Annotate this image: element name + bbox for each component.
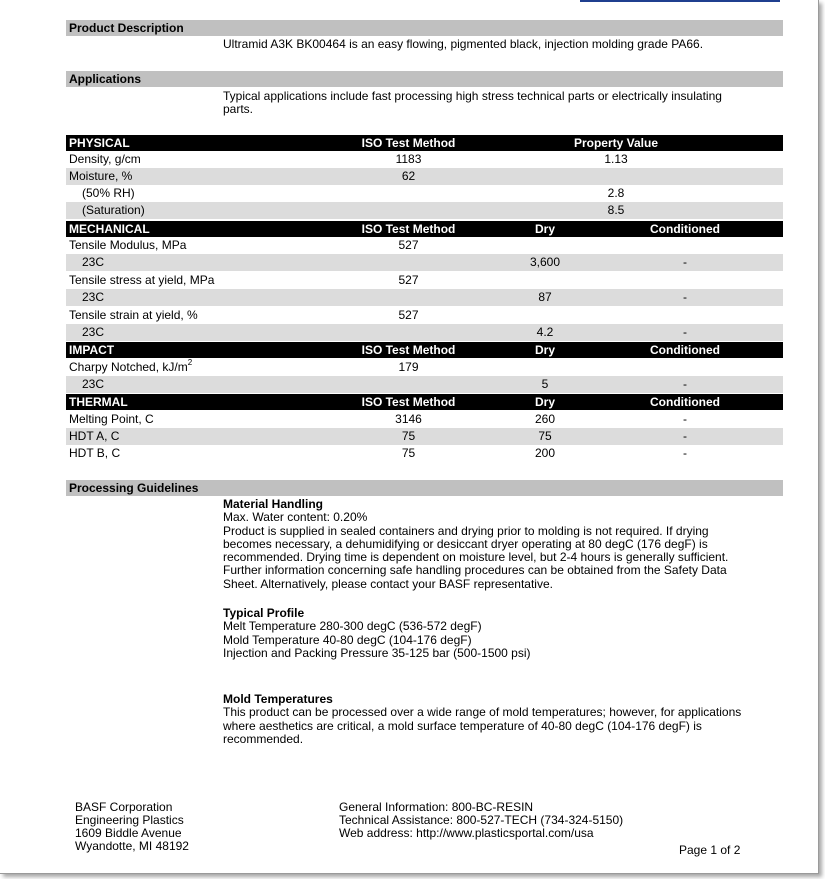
impact-label: IMPACT <box>69 343 115 357</box>
conditioned-value: - <box>683 377 687 391</box>
thermal-label: THERMAL <box>69 395 128 409</box>
dry-value: 4.2 <box>536 325 554 339</box>
conditioned-label: Conditioned <box>650 222 720 236</box>
dry-value: 200 <box>534 446 556 460</box>
property-value: 8.5 <box>607 203 625 217</box>
footer-line: Engineering Plastics <box>75 813 184 827</box>
dry-value: 75 <box>538 429 552 443</box>
footer-line: BASF Corporation <box>75 800 173 814</box>
table-row <box>66 324 783 341</box>
product-description-header: Product Description <box>66 20 783 36</box>
dry-value: 5 <box>541 377 549 391</box>
table-row <box>66 254 783 271</box>
text-line: Melt Temperature 280-300 degC (536-572 degF) <box>223 619 482 634</box>
property-name: 23C <box>82 255 105 269</box>
table-row <box>66 237 783 254</box>
table-row <box>66 307 783 324</box>
property-name: Tensile Modulus, MPa <box>69 238 187 252</box>
footer-line: Wyandotte, MI 48192 <box>75 839 189 853</box>
text-line: Further information concerning safe handling procedures can be obtained from the Safety Data <box>223 563 727 578</box>
text-line: Injection and Packing Pressure 35-125 bar (500-1500 psi) <box>223 645 531 660</box>
conditioned-label: Conditioned <box>650 395 720 409</box>
conditioned-value: - <box>683 290 687 304</box>
property-name: HDT A, C <box>69 429 120 443</box>
table-row <box>66 185 783 202</box>
conditioned-value: - <box>683 429 687 443</box>
conditioned-value: - <box>683 255 687 269</box>
iso-test-method-label: ISO Test Method <box>361 136 456 150</box>
dry-value: 3,600 <box>529 255 561 269</box>
physical-label: PHYSICAL <box>69 136 130 150</box>
iso-method: 1183 <box>395 152 422 166</box>
text-line: Product is supplied in sealed containers and drying prior to molding is not required. If drying <box>223 523 709 538</box>
table-row <box>66 411 783 428</box>
table-row <box>66 202 783 219</box>
property-name: 23C <box>82 377 105 391</box>
iso-method: 527 <box>398 273 419 287</box>
footer-line: 1609 Biddle Avenue <box>75 826 182 840</box>
property-name: HDT B, C <box>69 446 121 460</box>
footer-address <box>75 801 189 853</box>
mold-temperatures-title: Mold Temperatures <box>223 692 333 706</box>
table-row <box>66 376 783 393</box>
dry-value: 260 <box>534 412 556 426</box>
footer-contact <box>339 801 623 840</box>
superscript: 2 <box>187 358 193 367</box>
dry-value: 87 <box>538 290 552 304</box>
property-name: Tensile strain at yield, % <box>69 308 198 322</box>
table-row <box>66 272 783 289</box>
text-line: becomes necessary, a dehumidifying or desiccant dryer operating at 80 degC (176 degF) is <box>223 536 708 551</box>
iso-method: 3146 <box>395 412 422 426</box>
table-row <box>66 445 783 462</box>
text-line: recommended. <box>223 731 304 746</box>
conditioned-value: - <box>683 325 687 339</box>
property-value: 2.8 <box>607 186 625 200</box>
table-row <box>66 168 783 185</box>
typical-profile-title: Typical Profile <box>223 606 305 620</box>
impact-table-header <box>66 342 783 358</box>
property-name: Density, g/cm <box>69 152 141 166</box>
mechanical-label: MECHANICAL <box>69 222 150 236</box>
material-handling-block <box>223 498 763 591</box>
text-line: This product can be processed over a wide range of mold temperatures; however, for applications <box>223 705 742 720</box>
text-line: recommended. Drying time is dependent on moisture level, but 2-4 hours is generally sufficient. <box>223 550 729 565</box>
property-name: (Saturation) <box>82 203 145 217</box>
mechanical-table-header <box>66 221 783 237</box>
property-name: 23C <box>82 290 105 304</box>
iso-method: 179 <box>398 360 419 374</box>
dry-label: Dry <box>534 343 555 357</box>
iso-method: 527 <box>398 238 419 252</box>
product-description-text: Ultramid A3K BK00464 is an easy flowing, pigmented black, injection molding grade PA66. <box>223 37 704 51</box>
property-name: Melting Point, C <box>69 412 154 426</box>
iso-test-method-label: ISO Test Method <box>361 343 456 357</box>
mold-temperatures-block <box>223 693 763 746</box>
iso-method: 75 <box>401 446 416 460</box>
property-value: 1.13 <box>604 152 628 166</box>
conditioned-value: - <box>683 446 687 460</box>
iso-test-method-label: ISO Test Method <box>361 395 456 409</box>
iso-method: 527 <box>398 308 419 322</box>
footer-line: Web address: http://www.plasticsportal.com/usa <box>339 826 594 840</box>
conditioned-value: - <box>683 412 687 426</box>
material-handling-title: Material Handling <box>223 497 324 511</box>
physical-table-header <box>66 135 783 151</box>
property-value-label: Property Value <box>573 136 659 150</box>
property-name-text: Charpy Notched, kJ/m <box>69 360 188 374</box>
table-row <box>66 428 783 445</box>
typical-profile-block <box>223 607 763 660</box>
processing-guidelines-header: Processing Guidelines <box>66 480 783 496</box>
property-name <box>69 359 192 376</box>
property-name: Moisture, % <box>69 169 133 183</box>
property-name: (50% RH) <box>82 186 135 200</box>
text-line: Mold Temperature 40-80 degC (104-176 degF) <box>223 632 472 647</box>
table-row <box>66 289 783 306</box>
iso-method: 75 <box>401 429 416 443</box>
dry-label: Dry <box>534 222 555 236</box>
text-line: Sheet. Alternatively, please contact your BASF representative. <box>223 576 553 591</box>
footer-line: General Information: 800-BC-RESIN <box>339 800 534 814</box>
property-name: 23C <box>82 325 105 339</box>
text-line: where aesthetics are critical, a mold surface temperature of 40-80 degC (104-176 degF) is <box>223 718 702 733</box>
dry-label: Dry <box>534 395 555 409</box>
table-row <box>66 151 783 168</box>
property-name: Tensile stress at yield, MPa <box>69 273 215 287</box>
applications-header: Applications <box>66 71 783 87</box>
page-number: Page 1 of 2 <box>679 843 741 857</box>
table-row <box>66 359 783 376</box>
text-line: Max. Water content: 0.20% <box>223 510 368 525</box>
footer-line: Technical Assistance: 800-527-TECH (734-324-5150) <box>339 813 624 827</box>
thermal-table-header <box>66 394 783 410</box>
applications-text: Typical applications include fast processing high stress technical parts or electrically insulating parts. <box>223 89 722 116</box>
iso-test-method-label: ISO Test Method <box>361 222 456 236</box>
conditioned-label: Conditioned <box>650 343 720 357</box>
iso-method: 62 <box>401 169 416 183</box>
top-accent-line <box>580 0 780 2</box>
